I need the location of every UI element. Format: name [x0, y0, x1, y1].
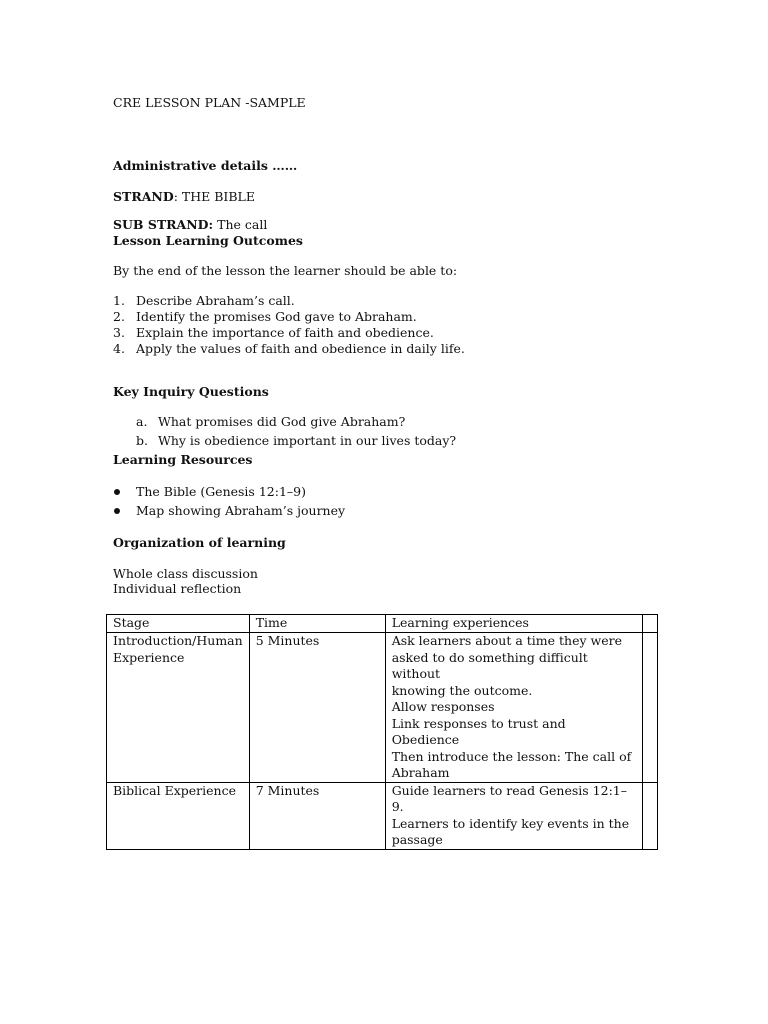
list-item-letter: a.: [136, 414, 148, 429]
table-header-cell: Stage: [107, 615, 250, 633]
table-header-row: [107, 615, 658, 633]
list-item-text: Identify the promises God gave to Abraham.: [136, 309, 417, 324]
table-header-cell: [642, 615, 657, 633]
outcomes-heading: Lesson Learning Outcomes: [113, 233, 303, 248]
list-item-number: 3.: [113, 325, 125, 340]
list-item-text: Why is obedience important in our lives today?: [158, 433, 457, 448]
experience-cell: Ask learners about a time they were asked to do something difficult without knowing the outcome. Allow responses Link responses to trust and Obedience Then introduce the lesson: The call of Abraham: [385, 633, 642, 783]
outcomes-intro: By the end of the lesson the learner should be able to:: [113, 263, 458, 278]
lesson-table: [106, 614, 658, 850]
strand-label: STRAND: [113, 189, 174, 204]
list-item-text: Apply the values of faith and obedience in daily life.: [136, 341, 465, 356]
stage-cell: Introduction/Human Experience: [107, 633, 250, 783]
table-header-cell: Learning experiences: [385, 615, 642, 633]
organization-line: Individual reflection: [113, 581, 242, 596]
table-row: [107, 633, 658, 783]
bullet-icon: [114, 508, 120, 514]
list-item-letter: b.: [136, 433, 148, 448]
administrative-details: Administrative details ……: [113, 158, 298, 173]
resources-heading: Learning Resources: [113, 452, 253, 467]
table-row: [107, 782, 658, 849]
document-title: CRE LESSON PLAN -SAMPLE: [113, 95, 306, 110]
extra-cell: [642, 633, 657, 783]
list-item-text: Explain the importance of faith and obedience.: [136, 325, 434, 340]
list-item-number: 1.: [113, 293, 125, 308]
list-item-text: What promises did God give Abraham?: [158, 414, 406, 429]
inquiry-heading: Key Inquiry Questions: [113, 384, 269, 399]
strand-line: [113, 189, 255, 204]
list-item-text: Map showing Abraham’s journey: [136, 503, 346, 518]
stage-cell: Biblical Experience: [107, 782, 250, 849]
time-cell: 7 Minutes: [249, 782, 385, 849]
organization-heading: Organization of learning: [113, 535, 286, 550]
sub-strand-value: The call: [213, 217, 268, 232]
list-item-number: 2.: [113, 309, 125, 324]
strand-value: : THE BIBLE: [173, 189, 255, 204]
sub-strand-label: SUB STRAND:: [113, 217, 214, 232]
bullet-icon: [114, 489, 120, 495]
list-item-number: 4.: [113, 341, 125, 356]
list-item-text: The Bible (Genesis 12:1–9): [136, 484, 306, 499]
time-cell: 5 Minutes: [249, 633, 385, 783]
extra-cell: [642, 782, 657, 849]
experience-cell: Guide learners to read Genesis 12:1–9. Learners to identify key events in the passage: [385, 782, 642, 849]
organization-line: Whole class discussion: [113, 566, 258, 581]
list-item-text: Describe Abraham’s call.: [136, 293, 295, 308]
table-header-cell: Time: [249, 615, 385, 633]
sub-strand-line: [113, 217, 267, 232]
